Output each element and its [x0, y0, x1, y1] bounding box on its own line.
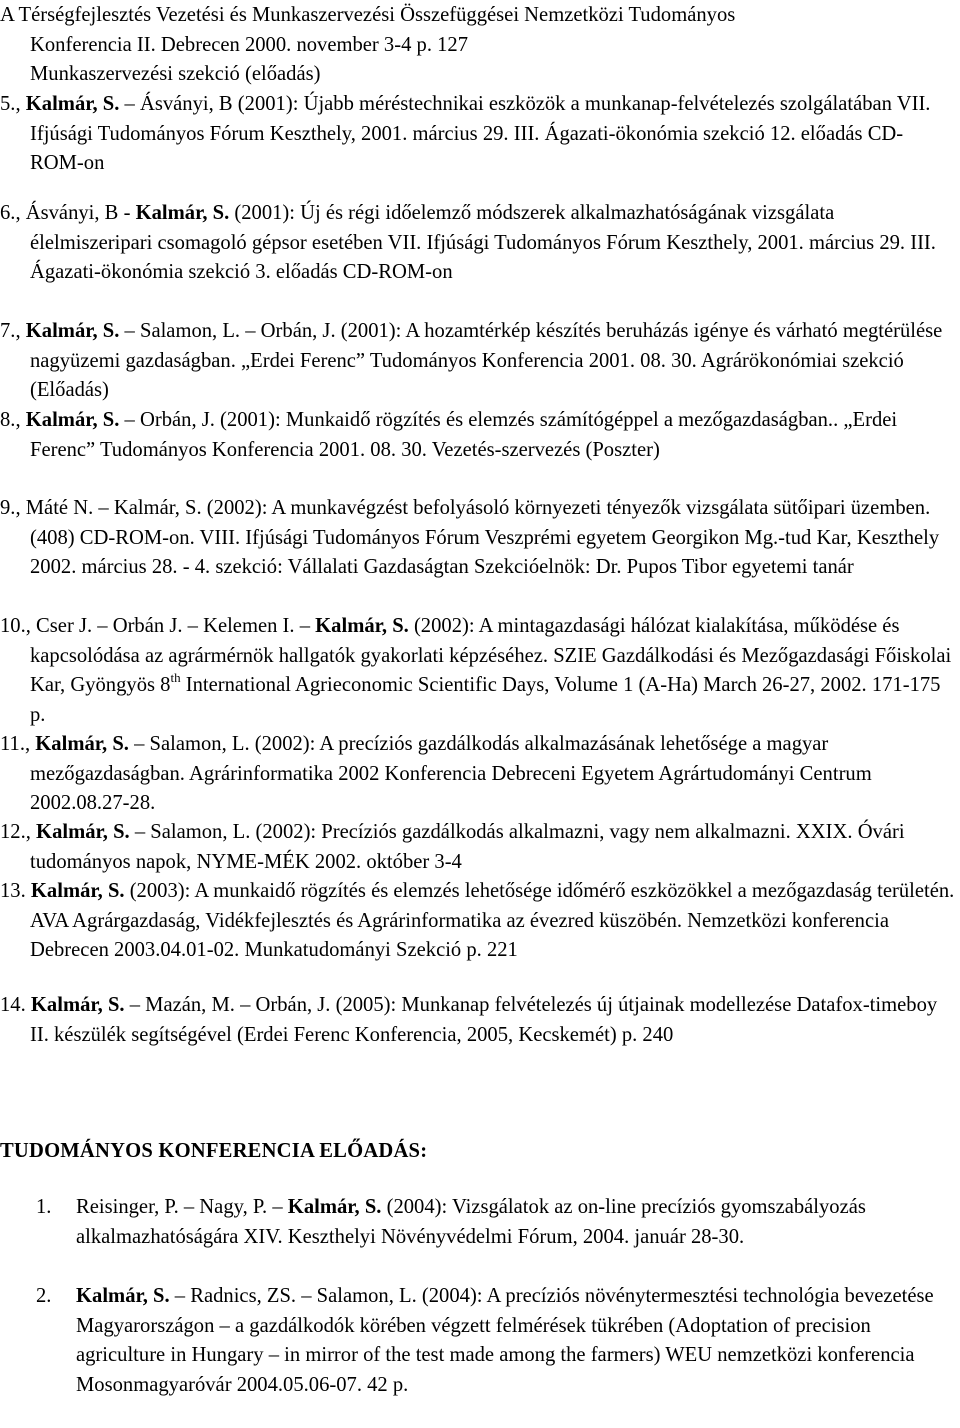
- reference-authors: ,: [25, 821, 37, 843]
- reference-item: [0, 730, 955, 819]
- conference-authors: Reisinger, P. – Nagy, P. –: [76, 1196, 288, 1218]
- conference-author-bold: Kalmár, S.: [287, 1196, 382, 1218]
- reference-number: 13.: [0, 880, 26, 902]
- reference-item: [0, 991, 955, 1050]
- reference-authors: ,: [24, 733, 36, 755]
- section-heading: TUDOMÁNYOS KONFERENCIA ELŐADÁS:: [0, 1140, 428, 1162]
- reference-text: – Ásványi, B (2001): Újabb méréstechnikai eszközök a munkanap-felvételezés szolgálatában VII. Ifjúsági Tudományos Fórum Keszthely, 2001. március 29. III. Ágazati-ökonómia szekció 12. előadás CD-ROM-on: [30, 93, 931, 175]
- reference-number: 8.: [0, 409, 16, 431]
- reference-author-bold: Kalmár, S.: [25, 320, 120, 342]
- reference-authors: ,: [15, 320, 26, 342]
- reference-text: – Salamon, L. (2002): A precíziós gazdálkodás alkalmazásának lehetősége a magyar mezőgazdaságban. Agrárinformatika 2002 Konferencia Debreceni Egyetem Agrártudományi Centrum 2002.08.27-28.: [30, 733, 872, 815]
- reference-text: – Salamon, L. (2002): Precíziós gazdálkodás alkalmazni, vagy nem alkalmazni. XXIX. Óvári tudományos napok, NYME-MÉK 2002. október 3-4: [30, 821, 905, 873]
- reference-author-bold: Kalmár, S.: [315, 615, 409, 637]
- reference-text: – Salamon, L. – Orbán, J. (2001): A hozamtérkép készítés beruházás igénye és várható megtérülése nagyüzemi gazdaságban. „Erdei Ferenc” Tudományos Konferencia 2001. 08. 30. Agrárökonómiai szekció (Előadás): [30, 320, 943, 402]
- reference-number: 7.: [0, 320, 16, 342]
- reference-author-bold: Kalmár, S.: [30, 880, 125, 902]
- reference-author-bold: Kalmár, S.: [25, 93, 120, 115]
- reference-number: 9.: [0, 497, 16, 519]
- reference-authors: ,: [15, 409, 26, 431]
- reference-author-bold: Kalmár, S.: [36, 821, 130, 843]
- reference-number: 6.: [0, 202, 16, 224]
- conference-author-bold: Kalmár, S.: [76, 1285, 170, 1307]
- reference-author-bold: Kalmár, S.: [135, 202, 230, 224]
- reference-text: (2002): A mintagazdasági hálózat kialakítása, működése és kapcsolódása az agrármérnök hallgatók gyakorlati képzéséhez. SZIE Gazdálkodási és Mezőgazdasági Főiskolai Kar, Gyöngyös 8: [30, 615, 952, 697]
- conference-text: – Radnics, ZS. – Salamon, L. (2004): A precíziós növénytermesztési technológia bevezetése Magyarországon – a gazdálkodók körében végzett felmérések tükrében (Adoptation of precision agriculture in Hungary – in mirror of the test made among the farmers) WEU nemzetközi konferencia Mosonmagyaróvár 2004.05.06-07. 42 p.: [76, 1285, 934, 1397]
- reference-item: [0, 199, 955, 288]
- reference-number: 12.: [0, 821, 26, 843]
- reference-item: [0, 406, 920, 465]
- intro-line-2: Konferencia II. Debrecen 2000. november 3-4 p. 127: [30, 34, 469, 56]
- reference-item: [0, 612, 955, 731]
- reference-authors: , Cser J. – Orbán J. – Kelemen I. –: [25, 615, 316, 637]
- conference-item: [36, 1282, 946, 1401]
- reference-text: (2001): Új és régi időelemző módszerek alkalmazhatóságának vizsgálata élelmiszeripari csomagoló gépsor esetében VII. Ifjúsági Tudományos Fórum Keszthely, 2001. március 29. III. Ágazati-ökonómia szekció 3. előadás CD-ROM-on: [30, 202, 936, 284]
- reference-text: – Mazán, M. – Orbán, J. (2005): Munkanap felvételezés új útjainak modellezése Datafox-timeboy II. készülék segítségével (Erdei Ferenc Konferencia, 2005, Kecskemét) p. 240: [30, 994, 938, 1046]
- reference-item: [0, 494, 955, 583]
- reference-author-bold: Kalmár, S.: [35, 733, 129, 755]
- reference-text-continued: International Agrieconomic Scientific Days, Volume 1 (A-Ha) March 26-27, 2002. 171-175 p.: [30, 674, 941, 727]
- reference-item: [0, 317, 955, 406]
- reference-author-bold: Kalmár, S.: [25, 409, 120, 431]
- reference-number: 10.: [0, 615, 26, 637]
- reference-authors: , Ásványi, B -: [15, 202, 136, 224]
- conference-number: 2.: [36, 1285, 52, 1307]
- conference-number: 1.: [36, 1196, 52, 1218]
- intro-line-3: Munkaszervezési szekció (előadás): [30, 63, 321, 85]
- reference-authors: ,: [15, 93, 26, 115]
- reference-number: 5.: [0, 93, 16, 115]
- reference-item: [0, 877, 955, 966]
- reference-number: 11.: [0, 733, 25, 755]
- reference-text: , Máté N. – Kalmár, S. (2002): A munkavégzést befolyásoló környezeti tényezők vizsgálata sütőipari üzemben. (408) CD-ROM-on. VIII. Ifjúsági Tudományos Fórum Veszprémi egyetem Georgikon Mg.-tud Kar, Keszthely 2002. március 28. - 4. szekció: Vállalati Gazdaságtan Szekcióelnök: Dr. Pupos Tibor egyetemi tanár: [15, 497, 940, 579]
- conference-text: (2004): Vizsgálatok az on-line precíziós gyomszabályozás alkalmazhatóságára XIV. Keszthelyi Növényvédelmi Fórum, 2004. január 28-30.: [76, 1196, 866, 1248]
- reference-item: [0, 90, 955, 179]
- reference-author-bold: Kalmár, S.: [30, 994, 125, 1016]
- reference-text: (2003): A munkaidő rögzítés és elemzés lehetősége időmérő eszközökkel a mezőgazdaság területén. AVA Agrárgazdaság, Vidékfejlesztés és Agrárinformatika az évezred küszöbén. Nemzetközi konferencia Debrecen 2003.04.01-02. Munkatudományi Szekció p. 221: [30, 880, 955, 962]
- reference-number: 14.: [0, 994, 26, 1016]
- intro-line-1: A Térségfejlesztés Vezetési és Munkaszervezési Összefüggései Nemzetközi Tudományos: [0, 4, 736, 26]
- reference-item: [0, 818, 955, 877]
- conference-item: [36, 1193, 946, 1252]
- reference-text: – Orbán, J. (2001): Munkaidő rögzítés és elemzés számítógéppel a mezőgazdaságban.. „Erdei Ferenc” Tudományos Konferencia 2001. 08. 30. Vezetés-szervezés (Poszter): [30, 409, 898, 461]
- ordinal-suffix: th: [170, 670, 181, 686]
